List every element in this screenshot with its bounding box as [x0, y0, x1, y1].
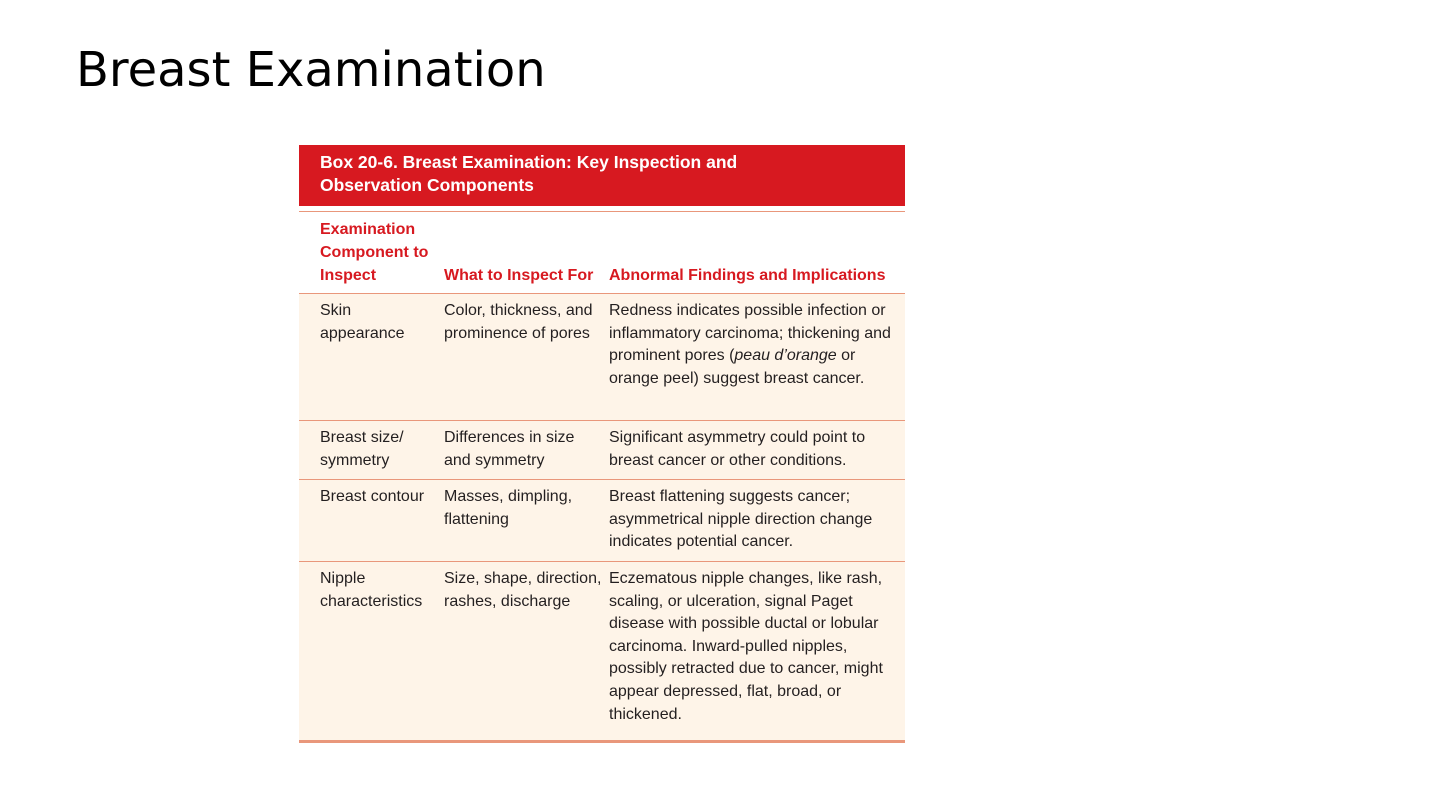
- table-row: [299, 480, 905, 562]
- cell-inspect-for: Size, shape, direction, rashes, discharge: [444, 562, 609, 742]
- findings-text-end: or orange peel) suggest breast cancer.: [609, 347, 865, 387]
- table-row: [299, 562, 905, 742]
- column-header-inspect-for: What to Inspect For: [444, 212, 609, 294]
- inspection-table: [299, 211, 905, 743]
- cell-findings: Breast flattening suggests cancer; asymmetrical nipple direction change indicates potential cancer.: [609, 480, 905, 562]
- findings-text: Redness indicates possible infection or inflammatory carcinoma; thickening and prominent pores (: [609, 302, 891, 365]
- table-row: [299, 294, 905, 421]
- cell-inspect-for: Masses, dimpling, flattening: [444, 480, 609, 562]
- column-header-component: Examination Component to Inspect: [299, 212, 444, 294]
- breast-exam-box: [299, 145, 905, 743]
- cell-inspect-for: Differences in size and symmetry: [444, 421, 609, 480]
- cell-component: Skin appearance: [299, 294, 444, 421]
- findings-italic-term: peau d’orange: [734, 347, 837, 365]
- box-title: [299, 145, 905, 206]
- box-title-line-2: Observation Components: [320, 175, 534, 195]
- cell-component: Breast size/ symmetry: [299, 421, 444, 480]
- slide-title: Breast Examination: [76, 42, 546, 98]
- table-row: [299, 421, 905, 480]
- cell-findings: [609, 294, 905, 421]
- cell-findings: Significant asymmetry could point to breast cancer or other conditions.: [609, 421, 905, 480]
- cell-component: Breast contour: [299, 480, 444, 562]
- table-header-row: [299, 212, 905, 294]
- box-title-line-1: Box 20-6. Breast Examination: Key Inspection and: [320, 152, 738, 172]
- column-header-findings: Abnormal Findings and Implications: [609, 212, 905, 294]
- cell-findings: Eczematous nipple changes, like rash, scaling, or ulceration, signal Paget disease with possible ductal or lobular carcinoma. Inward-pulled nipples, possibly retracted due to cancer, might appear depressed, flat, broad, or thickened.: [609, 562, 905, 742]
- cell-inspect-for: Color, thickness, and prominence of pores: [444, 294, 609, 421]
- cell-component: Nipple characteristics: [299, 562, 444, 742]
